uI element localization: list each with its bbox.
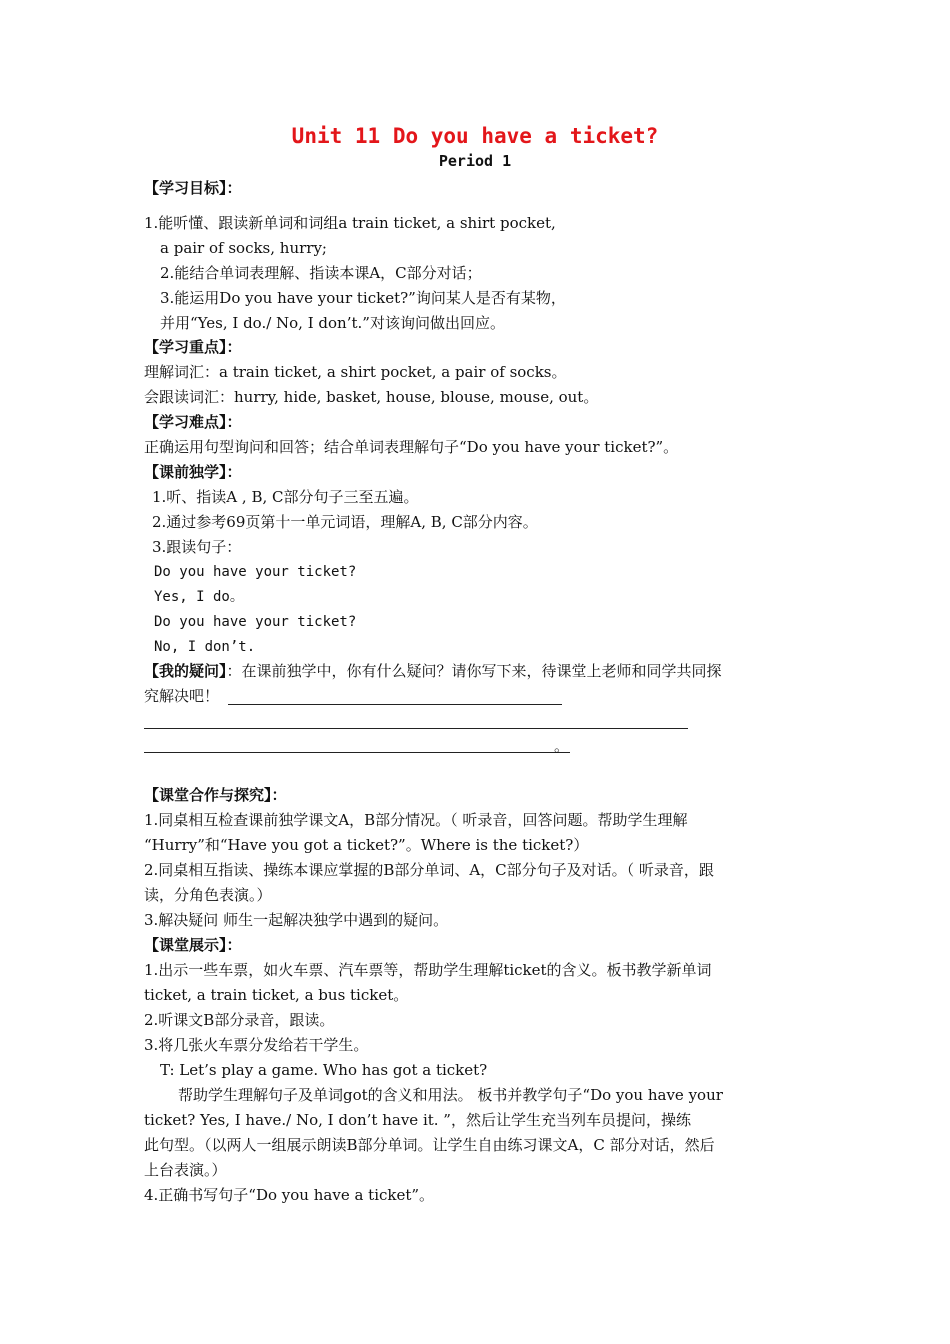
question-text: ：在课前独学中，你有什么疑问？请你写下来，待课堂上老师和同学共同探 bbox=[226, 662, 722, 680]
showcase-heading: 【课堂展示】： bbox=[144, 936, 242, 954]
showcase-paragraph-2: ticket? Yes, I have./ No, I don’t have it. ”，然后让学生充当列车员提问，操练 bbox=[144, 1111, 691, 1129]
answer-line-period: 。 bbox=[554, 737, 570, 755]
showcase-paragraph-1: 帮助学生理解句子及单词got的含义和用法。 板书并教学句子“Do you have your bbox=[178, 1086, 723, 1104]
practice-sentence-3: Do you have your ticket? bbox=[154, 614, 357, 630]
objective-3b: 并用“Yes, I do./ No, I don’t.”对该询问做出回应。 bbox=[160, 314, 505, 332]
focus-heading: 【学习重点】： bbox=[144, 338, 242, 356]
objective-1b: a pair of socks, hurry; bbox=[160, 239, 327, 257]
showcase-item-2: 2.听课文B部分录音，跟读。 bbox=[144, 1011, 335, 1029]
practice-sentence-1: Do you have your ticket? bbox=[154, 564, 357, 580]
showcase-item-4: 4.正确书写句子“Do you have a ticket”。 bbox=[144, 1186, 435, 1204]
cooperation-item-3: 3.解决疑问 师生一起解决独学中遇到的疑问。 bbox=[144, 911, 449, 929]
preview-item-2: 2.通过参考69页第十一单元词语，理解A, B, C部分内容。 bbox=[152, 513, 538, 531]
objective-1a: 1.能听懂、跟读新单词和词组a train ticket, a shirt pocket, bbox=[144, 214, 556, 232]
question-line-2: 究解决吧！ bbox=[144, 687, 220, 705]
preview-item-3: 3.跟读句子： bbox=[152, 538, 242, 556]
objective-2: 2.能结合单词表理解、指读本课A，C部分对话； bbox=[160, 264, 482, 282]
showcase-paragraph-4: 上台表演。） bbox=[144, 1161, 227, 1179]
practice-sentence-2: Yes, I do。 bbox=[154, 589, 244, 605]
answer-line-2[interactable] bbox=[144, 728, 688, 729]
focus-line-2: 会跟读词汇：hurry, hide, basket, house, blouse, mouse, out。 bbox=[144, 388, 599, 406]
objective-3a: 3.能运用Do you have your ticket?”询问某人是否有某物， bbox=[160, 289, 566, 307]
practice-sentence-4: No, I don’t. bbox=[154, 639, 256, 655]
showcase-paragraph-3: 此句型。（以两人一组展示朗读B部分单词。让学生自由练习课文A，C 部分对话，然后 bbox=[144, 1136, 715, 1154]
period-label: Period 1 bbox=[438, 152, 512, 170]
showcase-item-1a: 1.出示一些车票，如火车票、汽车票等，帮助学生理解ticket的含义。板书教学新单词 bbox=[144, 961, 712, 979]
preview-heading: 【课前独学】： bbox=[144, 463, 242, 481]
answer-line-1[interactable] bbox=[228, 704, 562, 705]
page-title: Unit 11 Do you have a ticket? bbox=[291, 124, 659, 148]
preview-item-1: 1.听、指读A , B, C部分句子三至五遍。 bbox=[152, 488, 419, 506]
cooperation-item-1a: 1.同桌相互检查课前独学课文A，B部分情况。（ 听录音，回答问题。帮助学生理解 bbox=[144, 811, 688, 829]
showcase-item-3: 3.将几张火车票分发给若干学生。 bbox=[144, 1036, 369, 1054]
difficulty-line-1: 正确运用句型询问和回答；结合单词表理解句子“Do you have your ticket?”。 bbox=[144, 438, 679, 456]
question-heading: 【我的疑问】 bbox=[144, 662, 227, 680]
objectives-heading: 【学习目标】： bbox=[144, 179, 242, 197]
focus-line-1: 理解词汇：a train ticket, a shirt pocket, a pair of socks。 bbox=[144, 363, 567, 381]
difficulty-heading: 【学习难点】： bbox=[144, 413, 242, 431]
cooperation-heading: 【课堂合作与探究】： bbox=[144, 786, 287, 804]
showcase-teacher-line: T: Let’s play a game. Who has got a ticket? bbox=[160, 1061, 488, 1079]
answer-line-3[interactable] bbox=[144, 752, 570, 753]
cooperation-item-1b: “Hurry”和“Have you got a ticket?”。Where is the ticket?） bbox=[144, 836, 589, 854]
cooperation-item-2b: 读，分角色表演。） bbox=[144, 886, 272, 904]
showcase-item-1b: ticket, a train ticket, a bus ticket。 bbox=[144, 986, 409, 1004]
question-line-1 bbox=[144, 661, 722, 681]
cooperation-item-2a: 2.同桌相互指读、操练本课应掌握的B部分单词、A，C部分句子及对话。（ 听录音，跟 bbox=[144, 861, 714, 879]
